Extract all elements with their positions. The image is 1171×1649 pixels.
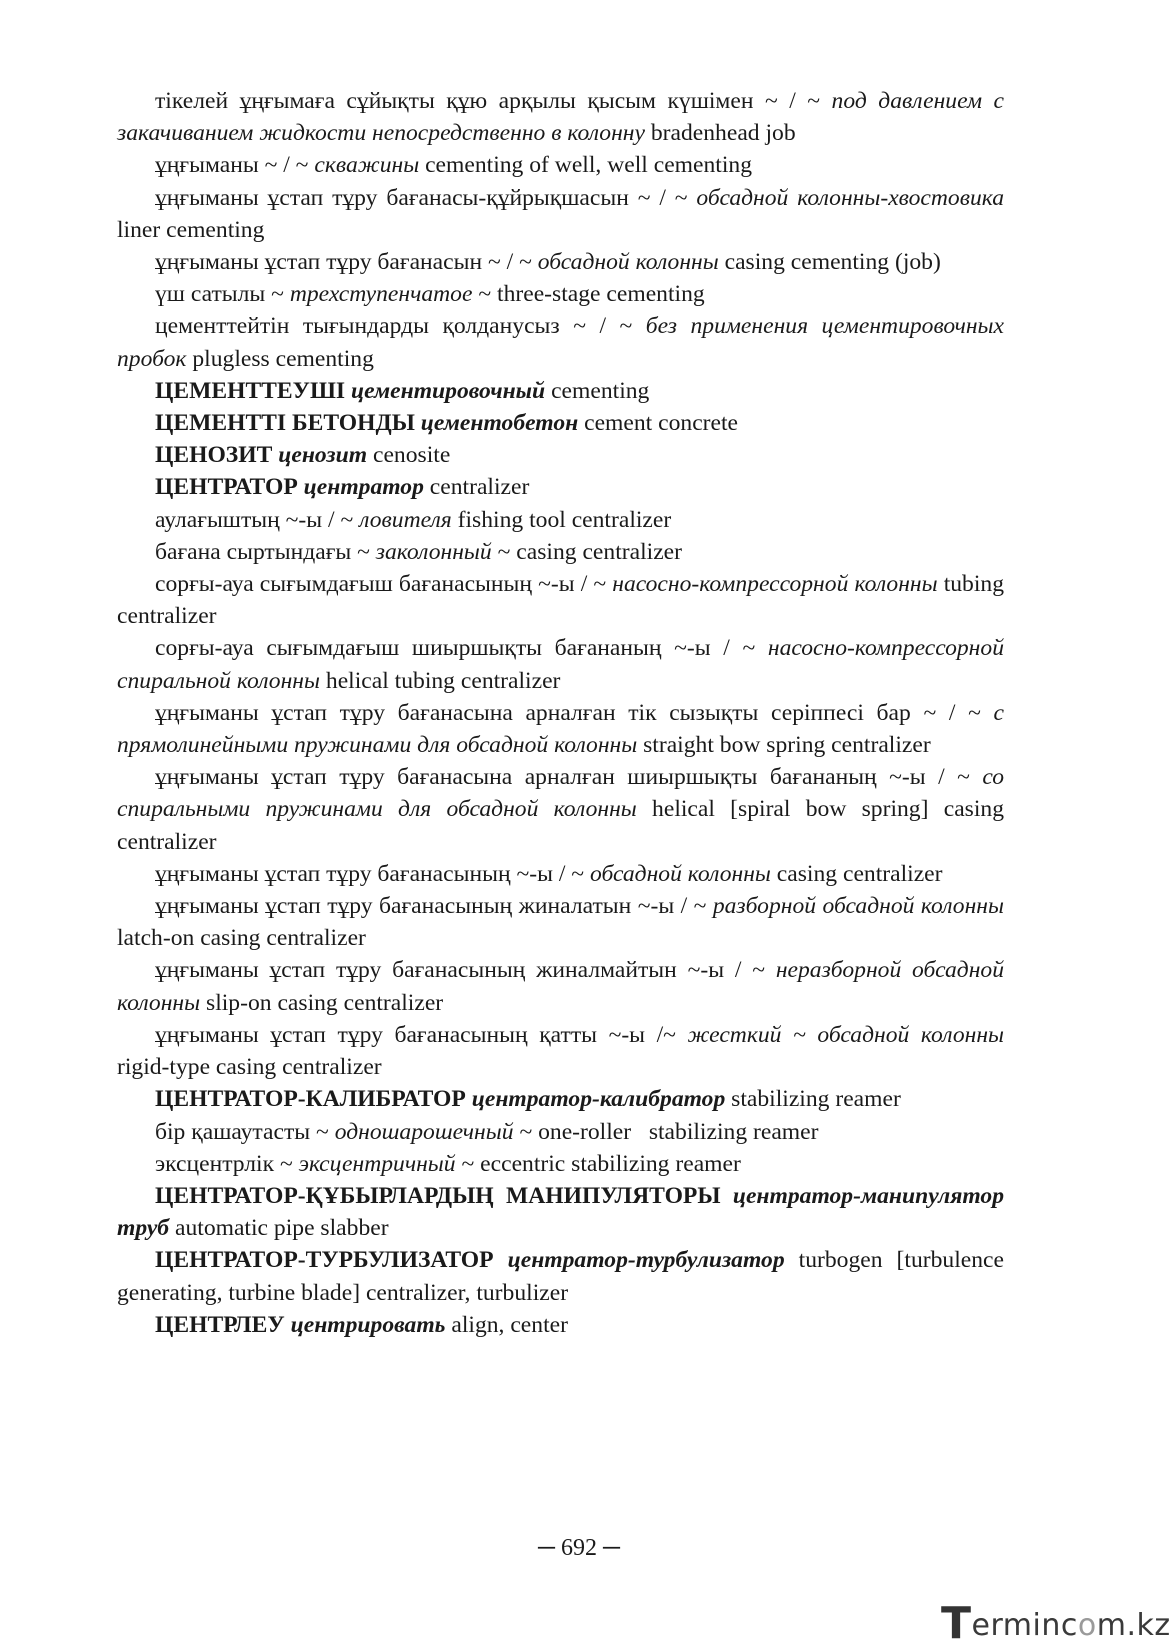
dictionary-entry: ЦЕНТРАТОР-ҚҰБЫРЛАРДЫҢ МАНИПУЛЯТОРЫ центратор-манипулятор труб automatic pipe slabber <box>117 1182 1004 1242</box>
dictionary-entry: ЦЕМЕНТТЕУШІ цементировочный cementing <box>155 377 650 404</box>
dictionary-entry: сорғы-ауа сығымдағыш шиыршықты бағананың ~-ы / ~ насосно-компрессорной спиральной колонны helical tubing centralizer <box>117 635 1004 694</box>
dictionary-entry: ЦЕНТРЛЕУ центрировать align, center <box>155 1311 568 1338</box>
dictionary-entry: ұңғыманы ұстап тұру бағанасының ~-ы / ~ обсадной колонны casing centralizer <box>155 860 943 887</box>
logo-o: o <box>1077 1608 1097 1643</box>
dictionary-entry: ЦЕНТРАТОР-КАЛИБРАТОР центратор-калибратор stabilizing reamer <box>155 1086 901 1113</box>
dictionary-entry: үш сатылы ~ трехступенчатое ~ three-stage cementing <box>155 281 705 308</box>
dictionary-entry: ұңғыманы ұстап тұру бағанасының қатты ~-ы /~ жесткий ~ обсадной колонны rigid-type casing centralizer <box>117 1021 1005 1081</box>
logo-part2: m.kz <box>1096 1608 1171 1643</box>
dictionary-entry: аулағыштың ~-ы / ~ ловителя fishing tool centralizer <box>155 506 672 533</box>
dictionary-entry: ЦЕМЕНТТІ БЕТОНДЫ цементобетон cement concrete <box>155 410 739 437</box>
dictionary-entry: цементтейтін тығындарды қолданусыз ~ / ~ без применения цементировочных пробок plugless cementing <box>117 313 1004 372</box>
dictionary-entry: ұңғыманы ұстап тұру бағанасының жиналмайтын ~-ы / ~ неразборной обсадной колонны slip-on casing centralizer <box>117 957 1004 1016</box>
dictionary-entry: ұңғыманы ұстап тұру бағанасы-құйрықшасын ~ / ~ обсадной колонны-хвостовика liner cementing <box>117 184 1004 243</box>
dictionary-entries <box>117 85 1004 1341</box>
dictionary-entry: ЦЕНОЗИТ ценозит cenosite <box>155 442 451 469</box>
page-number: ─ 692 ─ <box>537 1535 620 1561</box>
dictionary-entry: ұңғыманы ұстап тұру бағанасына арналған шиыршықты бағананың ~-ы / ~ со спиральными пружинами для обсадной колонны helical [spiral bow spring] casing centralizer <box>117 764 1004 855</box>
dictionary-entry: ұңғыманы ұстап тұру бағанасының жиналатын ~-ы / ~ разборной обсадной колонны latch-on casing centralizer <box>117 893 1004 952</box>
dictionary-entry: ЦЕНТРАТОР-ТУРБУЛИЗАТОР центратор-турбулизатор turbogen [turbulence generating, turbine blade] centralizer, turbulizer <box>117 1247 1004 1306</box>
dictionary-entry: ұңғыманы ұстап тұру бағанасына арналған тік сызықты серіппесі бар ~ / ~ с прямолинейными пружинами для обсадной колонны straight bow spring centralizer <box>117 699 1004 759</box>
dictionary-entry: ұңғыманы ұстап тұру бағанасын ~ / ~ обсадной колонны casing cementing (job) <box>155 249 941 276</box>
dictionary-entry: ұңғыманы ~ / ~ скважины cementing of well, well cementing <box>155 152 752 179</box>
dictionary-entry: эксцентрлік ~ эксцентричный ~ eccentric stabilizing reamer <box>155 1150 741 1177</box>
dictionary-entry: бір қашаутасты ~ одношарошечный ~ one-roller stabilizing reamer <box>155 1118 819 1145</box>
dictionary-entry: сорғы-ауа сығымдағыш бағанасының ~-ы / ~ насосно-компрессорной колонны tubing centralizer <box>117 571 1004 630</box>
dictionary-entry: тікелей ұңғымаға сұйықты құю арқылы қысым күшімен ~ / ~ под давлением с закачиванием жидкости непосредственно в колонну bradenhead job <box>117 88 1004 147</box>
logo-t: T <box>941 1598 972 1649</box>
dictionary-entry: бағана сыртындағы ~ заколонный ~ casing centralizer <box>155 538 682 565</box>
logo-part1: ermin <box>971 1608 1061 1643</box>
termincom-logo <box>941 1598 1171 1649</box>
logo-c: c <box>1060 1608 1078 1643</box>
dictionary-entry: ЦЕНТРАТОР центратор centralizer <box>155 474 530 501</box>
